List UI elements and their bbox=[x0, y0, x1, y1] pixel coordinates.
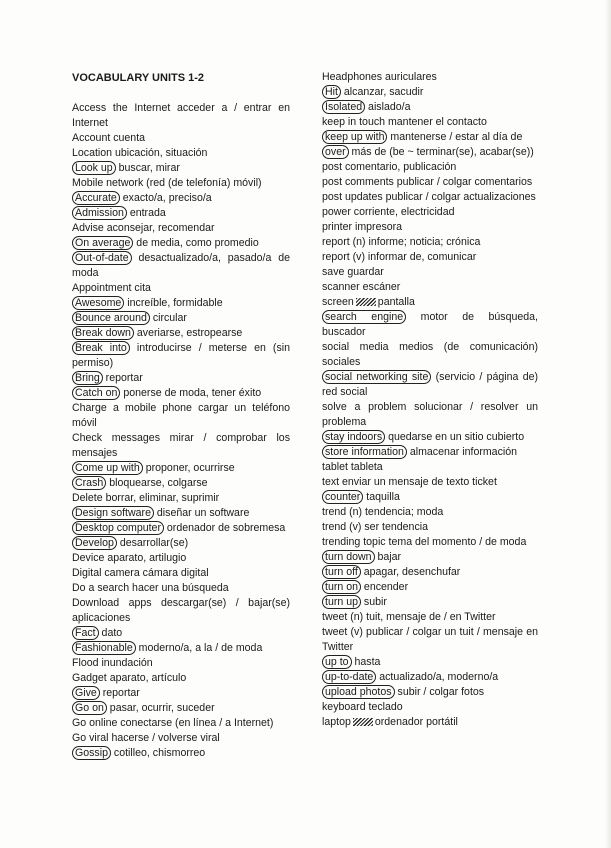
vocabulary-entry bbox=[72, 461, 290, 476]
vocabulary-entry bbox=[72, 581, 290, 596]
vocabulary-entry bbox=[72, 371, 290, 386]
circled-term: Accurate bbox=[72, 191, 120, 205]
circled-term: over bbox=[322, 145, 349, 159]
entry-text: Gadget aparato, artículo bbox=[72, 672, 187, 684]
vocabulary-entry bbox=[72, 641, 290, 656]
entry-text: Download apps descargar(se) / bajar(se) aplicaciones bbox=[72, 597, 290, 624]
entry-text: tweet (n) tuit, mensaje de / en Twitter bbox=[322, 611, 496, 623]
entry-text: bajar bbox=[374, 551, 402, 563]
entry-text: post comentario, publicación bbox=[322, 161, 457, 173]
vocabulary-entry bbox=[72, 491, 290, 506]
vocabulary-entry bbox=[322, 295, 538, 310]
vocabulary-entry bbox=[322, 670, 538, 685]
vocabulary-entry bbox=[72, 521, 290, 536]
vocabulary-entry bbox=[72, 236, 290, 251]
entry-text: encender bbox=[360, 581, 409, 593]
circled-term: Hit bbox=[322, 85, 341, 99]
vocabulary-entry bbox=[322, 520, 538, 535]
vocabulary-entry bbox=[72, 656, 290, 671]
scribble-mark bbox=[353, 718, 373, 726]
entry-text: Go viral hacerse / volverse viral bbox=[72, 732, 220, 744]
vocabulary-entry bbox=[72, 716, 290, 731]
circled-term: Admission bbox=[72, 206, 127, 220]
entry-text: almacenar información bbox=[406, 446, 518, 458]
entry-text: Headphones auriculares bbox=[322, 71, 437, 83]
entry-text: de media, como promedio bbox=[133, 237, 259, 249]
vocabulary-entry bbox=[72, 101, 290, 131]
entry-text: reportar bbox=[102, 372, 143, 384]
entry-text: introducirse / meterse en (sin permiso) bbox=[72, 342, 290, 369]
vocabulary-entry bbox=[72, 596, 290, 626]
vocabulary-entry bbox=[72, 191, 290, 206]
vocabulary-entry bbox=[322, 565, 538, 580]
vocabulary-entry bbox=[72, 746, 290, 761]
document-title: VOCABULARY UNITS 1-2 bbox=[72, 72, 205, 84]
entry-text: printer impresora bbox=[322, 221, 403, 233]
entry-text: Flood inundación bbox=[72, 657, 153, 669]
vocabulary-entry bbox=[72, 251, 290, 281]
entry-text: increíble, formidable bbox=[124, 297, 223, 309]
entry-text: reportar bbox=[99, 687, 140, 699]
entry-text: circular bbox=[149, 312, 187, 324]
vocabulary-entry bbox=[72, 731, 290, 746]
vocabulary-entry bbox=[72, 176, 290, 191]
entry-text: Do a search hacer una búsqueda bbox=[72, 582, 229, 594]
circled-term: counter bbox=[322, 490, 363, 504]
vocabulary-entry bbox=[322, 85, 538, 100]
entry-text: keyboard teclado bbox=[322, 701, 403, 713]
vocabulary-entry bbox=[322, 700, 538, 715]
circled-term: On average bbox=[72, 236, 133, 250]
entry-text: solve a problem solucionar / resolver un problema bbox=[322, 401, 538, 428]
circled-term: Develop bbox=[72, 536, 117, 550]
circled-term: Isolated bbox=[322, 100, 365, 114]
circled-term: Bring bbox=[72, 371, 103, 385]
entry-text: Account cuenta bbox=[72, 132, 146, 144]
vocabulary-entry bbox=[72, 476, 290, 491]
entry-text: motor de búsqueda, buscador bbox=[322, 311, 538, 338]
circled-term: Break into bbox=[72, 341, 130, 355]
entry-text: Mobile network (red (de telefonía) móvil) bbox=[72, 177, 262, 189]
entry-text: hasta bbox=[351, 656, 381, 668]
circled-term: store information bbox=[322, 445, 407, 459]
entry-text: trending topic tema del momento / de moda bbox=[322, 536, 527, 548]
circled-term: Break down bbox=[72, 326, 134, 340]
vocabulary-list-left bbox=[72, 101, 290, 761]
entry-text: scanner escáner bbox=[322, 281, 401, 293]
circled-term: Bounce around bbox=[72, 311, 150, 325]
vocabulary-entry bbox=[72, 686, 290, 701]
circled-term: Look up bbox=[72, 161, 116, 175]
vocabulary-entry bbox=[322, 460, 538, 475]
vocabulary-entry bbox=[72, 221, 290, 236]
vocabulary-entry bbox=[322, 505, 538, 520]
vocabulary-entry bbox=[322, 550, 538, 565]
circled-term: up to bbox=[322, 655, 352, 669]
vocabulary-entry bbox=[322, 235, 538, 250]
entry-text: Appointment cita bbox=[72, 282, 151, 294]
vocabulary-entry bbox=[72, 536, 290, 551]
circled-term: turn down bbox=[322, 550, 375, 564]
vocabulary-entry bbox=[72, 401, 290, 431]
circled-term: Catch on bbox=[72, 386, 120, 400]
entry-text: Charge a mobile phone cargar un teléfono móvil bbox=[72, 402, 290, 429]
vocabulary-entry bbox=[72, 326, 290, 341]
entry-text: post updates publicar / colgar actualizaciones bbox=[322, 191, 536, 203]
entry-text: moderno/a, a la / de moda bbox=[135, 642, 263, 654]
entry-text: ponerse de moda, tener éxito bbox=[120, 387, 262, 399]
right-column bbox=[322, 70, 538, 730]
entry-text: tablet tableta bbox=[322, 461, 383, 473]
entry-text: cotilleo, chismorreo bbox=[110, 747, 206, 759]
entry-text: aislado/a bbox=[365, 101, 411, 113]
vocabulary-entry bbox=[72, 566, 290, 581]
vocabulary-entry bbox=[322, 445, 538, 460]
vocabulary-entry bbox=[322, 175, 538, 190]
circled-term: Desktop computer bbox=[72, 521, 164, 535]
vocabulary-entry bbox=[72, 701, 290, 716]
entry-text: quedarse en un sitio cubierto bbox=[385, 431, 525, 443]
circled-term: Fashionable bbox=[72, 641, 136, 655]
entry-text: dato bbox=[98, 627, 123, 639]
vocabulary-entry bbox=[322, 535, 538, 550]
circled-term: Fact bbox=[72, 626, 99, 640]
entry-text: trend (v) ser tendencia bbox=[322, 521, 428, 533]
entry-text: Access the Internet acceder a / entrar en Internet bbox=[72, 102, 290, 129]
vocabulary-entry bbox=[72, 626, 290, 641]
circled-term: keep up with bbox=[322, 130, 387, 144]
vocabulary-entry bbox=[322, 610, 538, 625]
circled-term: turn off bbox=[322, 565, 361, 579]
vocabulary-entry bbox=[322, 655, 538, 670]
entry-text: save guardar bbox=[322, 266, 384, 278]
entry-text: pasar, ocurrir, suceder bbox=[106, 702, 215, 714]
circled-term: upload photos bbox=[322, 685, 395, 699]
entry-text: Check messages mirar / comprobar los mensajes bbox=[72, 432, 290, 459]
entry-text: Advise aconsejar, recomendar bbox=[72, 222, 215, 234]
entry-text: power corriente, electricidad bbox=[322, 206, 455, 218]
vocabulary-entry bbox=[322, 115, 538, 130]
entry-text: buscar, mirar bbox=[115, 162, 180, 174]
circled-term: Crash bbox=[72, 476, 106, 490]
entry-text: post comments publicar / colgar comentarios bbox=[322, 176, 533, 188]
circled-term: Go on bbox=[72, 701, 107, 715]
vocabulary-entry bbox=[322, 625, 538, 655]
vocabulary-entry bbox=[322, 70, 538, 85]
vocabulary-entry bbox=[322, 430, 538, 445]
entry-word: laptop bbox=[322, 716, 351, 728]
vocabulary-entry bbox=[322, 145, 538, 160]
entry-text: keep in touch mantener el contacto bbox=[322, 116, 487, 128]
vocabulary-entry bbox=[72, 146, 290, 161]
entry-text: Digital camera cámara digital bbox=[72, 567, 209, 579]
circled-term: Gossip bbox=[72, 746, 111, 760]
entry-text: text enviar un mensaje de texto ticket bbox=[322, 476, 497, 488]
entry-text: Delete borrar, eliminar, suprimir bbox=[72, 492, 220, 504]
entry-text: averiarse, estropearse bbox=[133, 327, 243, 339]
vocabulary-entry bbox=[72, 551, 290, 566]
circled-term: turn up bbox=[322, 595, 361, 609]
circled-term: Come up with bbox=[72, 461, 143, 475]
entry-text: más de (be ~ terminar(se), acabar(se)) bbox=[348, 146, 534, 158]
vocabulary-entry bbox=[72, 671, 290, 686]
entry-text: mantenerse / estar al día de bbox=[387, 131, 523, 143]
vocabulary-entry bbox=[322, 370, 538, 400]
circled-term: search engine bbox=[322, 310, 406, 324]
vocabulary-entry bbox=[72, 131, 290, 146]
circled-term: Awesome bbox=[72, 296, 124, 310]
entry-text: (servicio / página de) red social bbox=[322, 371, 539, 398]
vocabulary-entry bbox=[322, 715, 538, 730]
entry-text: report (v) informar de, comunicar bbox=[322, 251, 477, 263]
vocabulary-entry bbox=[322, 595, 538, 610]
left-column bbox=[72, 70, 290, 761]
entry-text: actualizado/a, moderno/a bbox=[376, 671, 499, 683]
vocabulary-entry bbox=[322, 265, 538, 280]
vocabulary-entry bbox=[72, 206, 290, 221]
circled-term: Design software bbox=[72, 506, 154, 520]
circled-term: up-to-date bbox=[322, 670, 376, 684]
vocabulary-entry bbox=[322, 580, 538, 595]
scribble-mark bbox=[356, 298, 376, 306]
entry-text: taquilla bbox=[363, 491, 400, 503]
vocabulary-entry bbox=[322, 220, 538, 235]
entry-text: diseñar un software bbox=[153, 507, 250, 519]
entry-text: desarrollar(se) bbox=[116, 537, 189, 549]
vocabulary-entry bbox=[322, 685, 538, 700]
entry-text: subir / colgar fotos bbox=[394, 686, 485, 698]
vocabulary-entry bbox=[322, 160, 538, 175]
vocabulary-entry bbox=[322, 130, 538, 145]
page-edge-shadow bbox=[605, 0, 611, 848]
entry-text: desactualizado/a, pasado/a de moda bbox=[72, 252, 290, 279]
entry-text: social media medios (de comunicación) sociales bbox=[322, 341, 538, 368]
entry-text: apagar, desenchufar bbox=[360, 566, 461, 578]
vocabulary-entry bbox=[322, 100, 538, 115]
entry-text: trend (n) tendencia; moda bbox=[322, 506, 444, 518]
entry-text: bloquearse, colgarse bbox=[106, 477, 208, 489]
entry-text: report (n) informe; noticia; crónica bbox=[322, 236, 481, 248]
circled-term: turn on bbox=[322, 580, 361, 594]
circled-term: social networking site bbox=[322, 370, 431, 384]
entry-text: Location ubicación, situación bbox=[72, 147, 208, 159]
vocabulary-entry bbox=[322, 280, 538, 295]
vocabulary-entry bbox=[322, 250, 538, 265]
vocabulary-entry bbox=[72, 506, 290, 521]
entry-text: Device aparato, artilugio bbox=[72, 552, 187, 564]
vocabulary-entry bbox=[322, 490, 538, 505]
entry-translation: pantalla bbox=[377, 296, 415, 308]
vocabulary-entry bbox=[72, 296, 290, 311]
entry-text: subir bbox=[360, 596, 387, 608]
circled-term: Out-of-date bbox=[72, 251, 132, 265]
vocabulary-entry bbox=[72, 431, 290, 461]
vocabulary-entry bbox=[322, 190, 538, 205]
vocabulary-entry bbox=[322, 310, 538, 340]
entry-text: ordenador de sobremesa bbox=[163, 522, 286, 534]
entry-text: Go online conectarse (en línea / a Internet) bbox=[72, 717, 274, 729]
entry-translation: ordenador portátil bbox=[374, 716, 458, 728]
entry-text: tweet (v) publicar / colgar un tuit / mensaje en Twitter bbox=[322, 626, 538, 653]
vocabulary-list-right bbox=[322, 70, 538, 730]
entry-text: exacto/a, preciso/a bbox=[119, 192, 212, 204]
vocabulary-entry bbox=[72, 161, 290, 176]
entry-text: proponer, ocurrirse bbox=[142, 462, 235, 474]
vocabulary-entry bbox=[322, 400, 538, 430]
entry-text: alcanzar, sacudir bbox=[340, 86, 424, 98]
entry-word: screen bbox=[322, 296, 354, 308]
entry-text: entrada bbox=[126, 207, 166, 219]
vocabulary-entry bbox=[72, 341, 290, 371]
circled-term: stay indoors bbox=[322, 430, 385, 444]
circled-term: Give bbox=[72, 686, 100, 700]
vocabulary-entry bbox=[72, 281, 290, 296]
vocabulary-entry bbox=[322, 340, 538, 370]
vocabulary-entry bbox=[322, 205, 538, 220]
vocabulary-entry bbox=[72, 386, 290, 401]
vocabulary-entry bbox=[72, 311, 290, 326]
vocabulary-entry bbox=[322, 475, 538, 490]
